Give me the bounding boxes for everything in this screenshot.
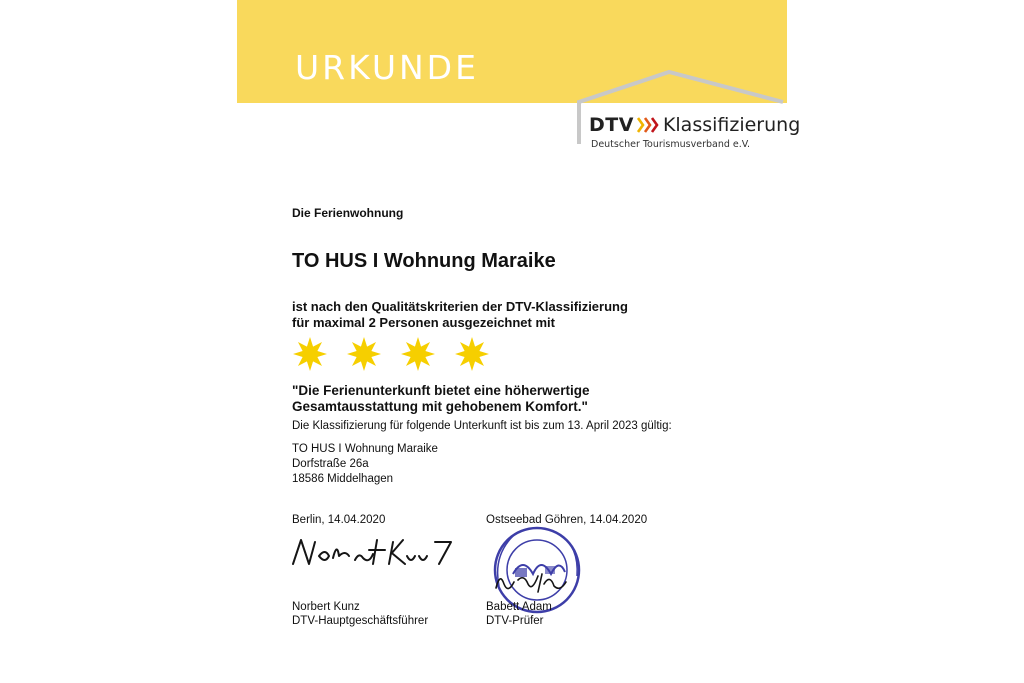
- quote-line-1: "Die Ferienunterkunft bietet eine höherwertige: [292, 383, 590, 398]
- validity-text: Die Klassifizierung für folgende Unterkunft ist bis zum 13. April 2023 gültig:: [292, 420, 672, 432]
- address-line-3: 18586 Middelhagen: [292, 473, 394, 485]
- criteria-text: [292, 299, 628, 331]
- signature-norbert-kunz: [289, 530, 459, 574]
- criteria-line-1: ist nach den Qualitätskriterien der DTV-Klassifizierung: [292, 299, 628, 314]
- left-signatory-role: DTV-Hauptgeschäftsführer: [292, 615, 429, 627]
- address-line-2: Dorfstraße 26a: [292, 458, 369, 470]
- dtv-logo: [589, 114, 800, 150]
- star-icon: [400, 336, 436, 372]
- right-signatory: [486, 600, 552, 628]
- certificate-document: [237, 0, 801, 683]
- logo-subtitle: Deutscher Tourismusverband e.V.: [591, 139, 751, 150]
- property-type-label: Die Ferienwohnung: [292, 206, 404, 220]
- property-name: TO HUS I Wohnung Maraike: [292, 250, 556, 272]
- address-line-1: TO HUS I Wohnung Maraike: [292, 443, 438, 455]
- logo-name: Klassifizierung: [662, 114, 801, 136]
- left-place-date: Berlin, 14.04.2020: [292, 514, 386, 526]
- triple-chevron-icon: [637, 117, 659, 133]
- right-place-date: Ostseebad Göhren, 14.04.2020: [486, 514, 648, 526]
- criteria-line-2: für maximal 2 Personen ausgezeichnet mit: [292, 315, 555, 330]
- right-signatory-name: Babett Adam: [486, 601, 552, 613]
- left-signatory-name: Norbert Kunz: [292, 601, 360, 613]
- left-signatory: [292, 600, 428, 628]
- right-signatory-role: DTV-Prüfer: [486, 615, 544, 627]
- address-block: [292, 442, 438, 487]
- star-icon: [346, 336, 382, 372]
- star-rating: [292, 336, 490, 372]
- logo-brand: DTV: [589, 114, 634, 136]
- star-icon: [292, 336, 328, 372]
- quote-text: [292, 383, 589, 415]
- certificate-title: URKUNDE: [295, 48, 479, 87]
- quote-line-2: Gesamtausstattung mit gehobenem Komfort.": [292, 399, 588, 414]
- star-icon: [454, 336, 490, 372]
- signature-babett-adam: [492, 566, 572, 596]
